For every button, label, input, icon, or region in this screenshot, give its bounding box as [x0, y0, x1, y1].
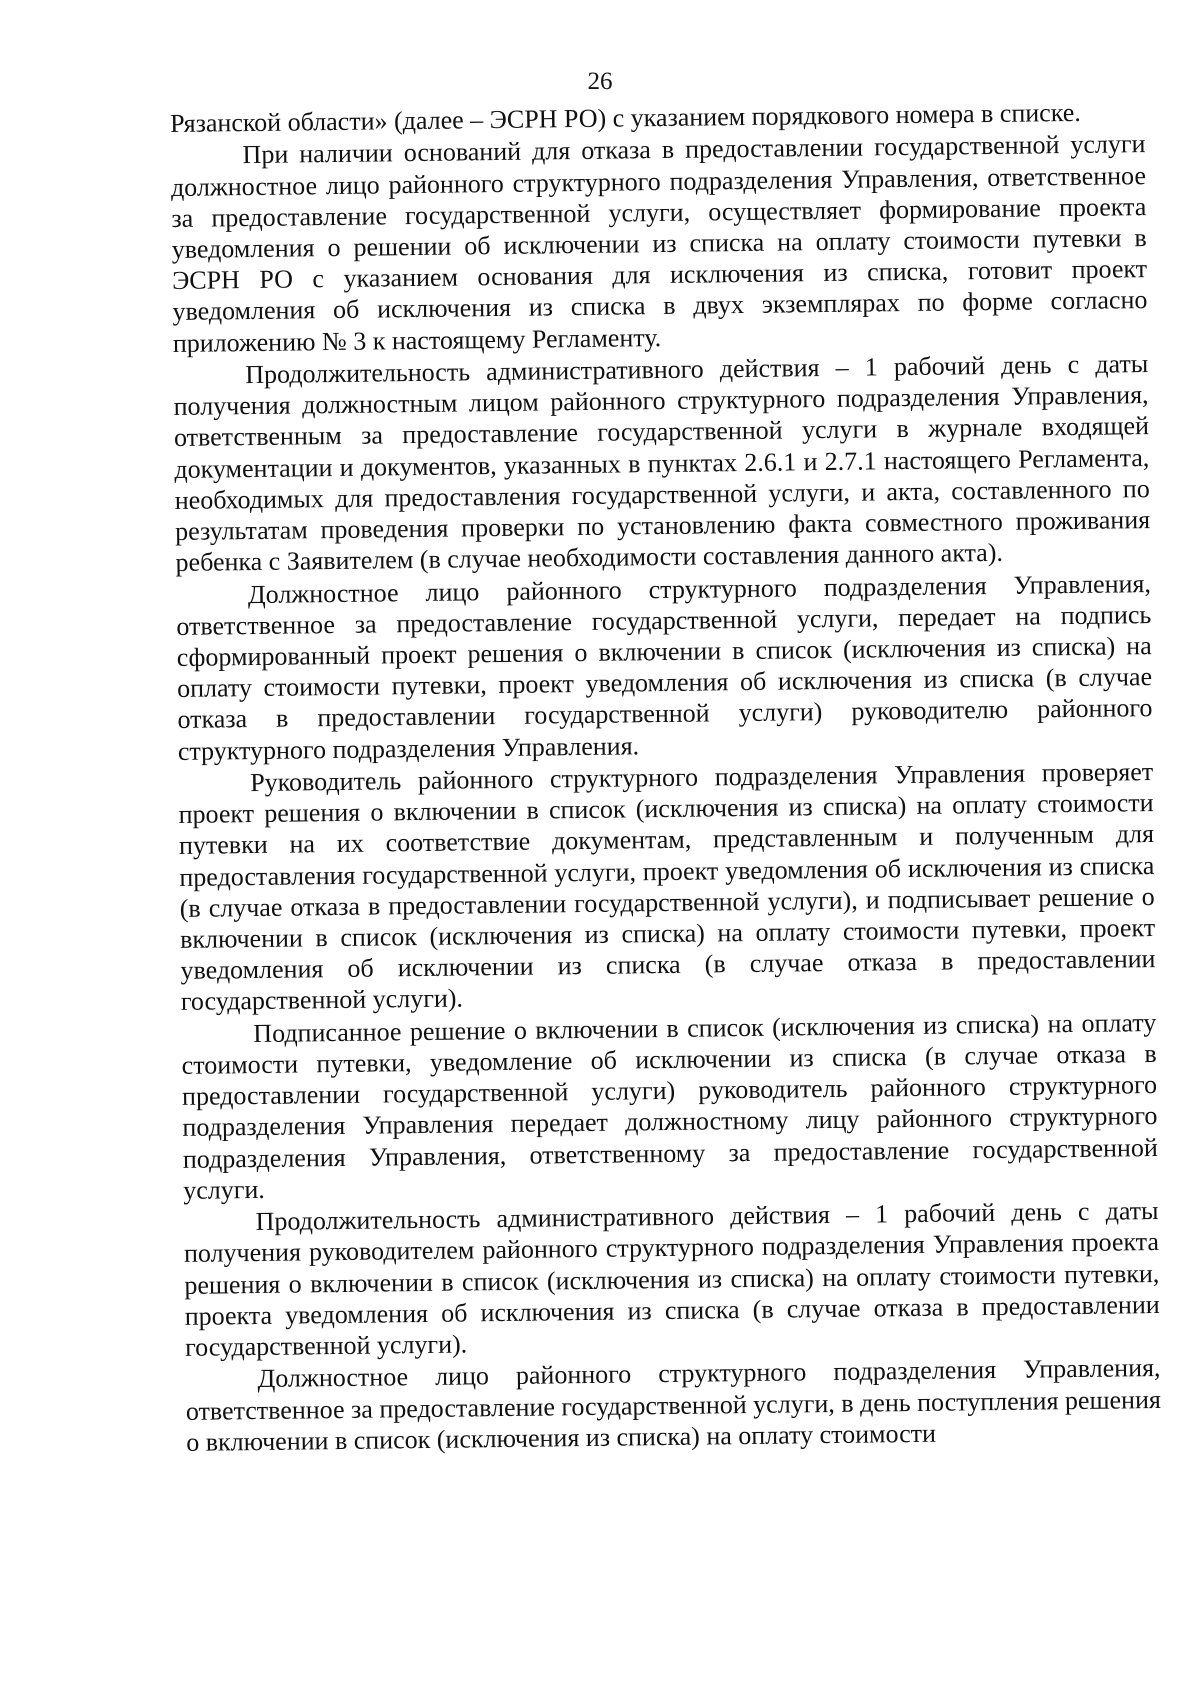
paragraph-1: Рязанской области» (далее – ЭСРН РО) с указанием порядкового номера в списке.: [170, 97, 1081, 138]
page-number: 26: [587, 68, 613, 95]
paragraph-8: Должностное лицо районного структурного подразделения Управления, ответственное за предоставление государственной услуги, в день поступления решения о включении в список (исключения из списка) на оплату стоимости: [185, 1353, 1162, 1457]
paragraph-4: Должностное лицо районного структурного подразделения Управления, ответственное за предоставление государственной услуги, передает на подпись сформированный проект решения о включении в список (исключения из списка) на оплату стоимости путевки, проект уведомления об исключения из списка (в случае отказа в предоставлении государственной услуги) руководителю районного структурного подразделения Управления.: [176, 568, 1153, 766]
paragraph-2: При наличии оснований для отказа в предоставлении государственной услуги должностное лицо районного структурного подразделения Управления, ответственное за предоставление государственной услуги, осуществляет формирование проекта уведомления о решении об исключении из списка на оплату стоимости путевки в ЭСРН РО с указанием основания для исключения из списка, готовит проект уведомления об исключения из списка в двух экземплярах по форме согласно приложению № 3 к настоящему Регламенту.: [170, 129, 1148, 358]
document-body: [170, 96, 1161, 1459]
paragraph-7: Продолжительность административного действия – 1 рабочий день с даты получения руководителем районного структурного подразделения Управления проекта решения о включении в список (исключения из списка) на оплату стоимости путевки, проекта уведомления об исключения из списка (в случае отказа в предоставлении государственной услуги).: [183, 1196, 1160, 1362]
paragraph-5: Руководитель районного структурного подразделения Управления проверяет проект решения о включении в список (исключения из списка) на оплату стоимости путевки на их соответствие документам, представленным и полученным для предоставления государственной услуги, проект уведомления об исключения из списка (в случае отказа в предоставлении государственной услуги), и подписывает решение о включении в список (исключения из списка) на оплату стоимости путевки, проект уведомления об исключении из списка (в случае отказа в предоставлении государственной услуги).: [178, 757, 1156, 1017]
paragraph-6: Подписанное решение о включении в список (исключения из списка) на оплату стоимости путевки, уведомление об исключении из списка (в случае отказа в предоставлении государственной услуги) руководитель районного структурного подразделения Управления передает должностному лицу районного структурного подразделения Управления, ответственному за предоставление государственной услуги.: [181, 1007, 1158, 1205]
paragraph-3: Продолжительность административного действия – 1 рабочий день с даты получения должностным лицом районного структурного подразделения Управления, ответственным за предоставление государственной услуги в журнале входящей документации и документов, указанных в пунктах 2.6.1 и 2.7.1 настоящего Регламента, необходимых для предоставления государственной услуги, и акта, составленного по результатам проведения проверки по установлению факта совместного проживания ребенка с Заявителем (в случае необходимости составления данного акта).: [173, 349, 1151, 578]
